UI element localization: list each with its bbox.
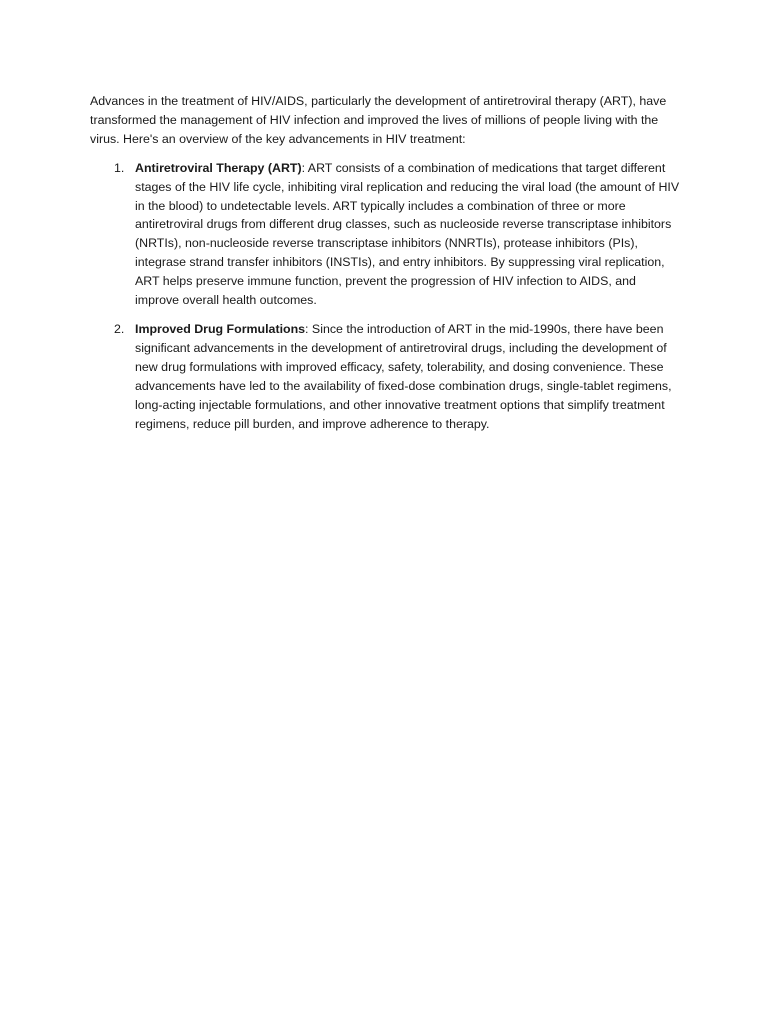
list-item-number: 2. bbox=[114, 321, 125, 336]
document-body bbox=[90, 92, 680, 443]
list-item-text: : ART consists of a combination of medications that target different stages of the HIV life cycle, inhibiting viral replication and reducing the viral load (the amount of HIV in the blood) to undetectable levels. ART typically includes a combination of three or more antiretroviral drugs from different drug classes, such as nucleoside reverse transcriptase inhibitors (NRTIs), non-nucleoside reverse transcriptase inhibitors (NNRTIs), protease inhibitors (PIs), integrase strand transfer inhibitors (INSTIs), and entry inhibitors. By suppressing viral replication, ART helps preserve immune function, prevent the progression of HIV infection to AIDS, and improve overall health outcomes. bbox=[135, 160, 680, 308]
list-item-title: Antiretroviral Therapy (ART) bbox=[135, 160, 302, 175]
list-item-text: : Since the introduction of ART in the mid-1990s, there have been significant advancements in the development of antiretroviral drugs, including the development of new drug formulations with improved efficacy, safety, tolerability, and dosing convenience. These advancements have led to the availability of fixed-dose combination drugs, single-tablet regimens, long-acting injectable formulations, and other innovative treatment options that simplify treatment regimens, reduce pill burden, and improve adherence to therapy. bbox=[135, 321, 672, 431]
list-item bbox=[90, 159, 680, 310]
list-item bbox=[90, 320, 680, 433]
advancements-list bbox=[90, 159, 680, 434]
list-item-title: Improved Drug Formulations bbox=[135, 321, 306, 336]
list-item-number: 1. bbox=[114, 160, 125, 175]
intro-paragraph: Advances in the treatment of HIV/AIDS, particularly the development of antiretroviral therapy (ART), have transformed the management of HIV infection and improved the lives of millions of people living with the virus. Here's an overview of the key advancements in HIV treatment: bbox=[90, 94, 667, 146]
